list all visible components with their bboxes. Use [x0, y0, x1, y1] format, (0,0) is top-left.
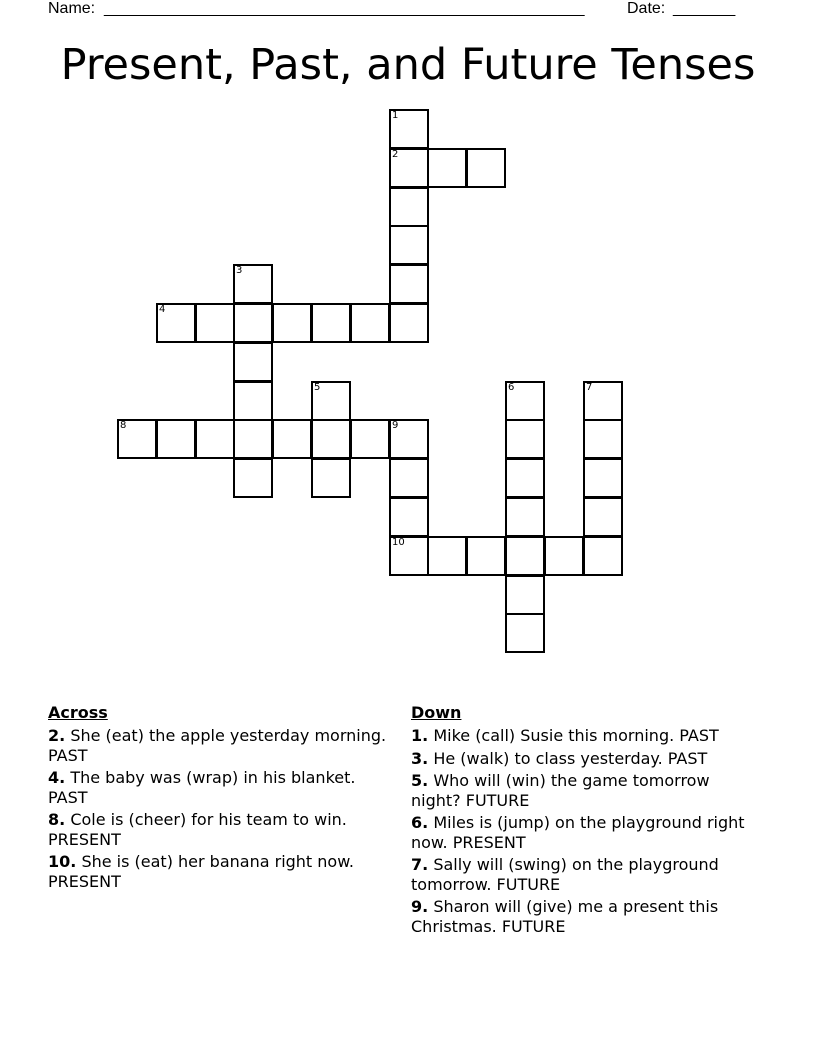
clue-across-8	[48, 810, 393, 849]
crossword-cell[interactable]	[389, 148, 429, 188]
cell-number: 10	[392, 537, 405, 548]
crossword-cell[interactable]	[583, 381, 623, 421]
crossword-cell[interactable]	[233, 303, 273, 343]
crossword-cell[interactable]	[311, 303, 351, 343]
crossword-cell[interactable]	[195, 303, 235, 343]
crossword-cell[interactable]	[350, 303, 390, 343]
clue-number: 4.	[48, 768, 66, 787]
clue-number: 6.	[411, 813, 429, 832]
crossword-cell[interactable]	[583, 497, 623, 537]
crossword-cell[interactable]	[233, 264, 273, 304]
clue-text: Who will (win) the game tomorrow night? FUTURE	[411, 771, 710, 810]
clue-across-10	[48, 852, 393, 891]
clue-text: Cole is (cheer) for his team to win. PRESENT	[48, 810, 347, 849]
name-label: Name:	[48, 0, 96, 17]
crossword-cell[interactable]	[350, 419, 390, 459]
crossword-cell[interactable]	[583, 458, 623, 498]
crossword-cell[interactable]	[389, 225, 429, 265]
clue-down-5	[411, 771, 756, 810]
crossword-cell[interactable]	[466, 536, 506, 576]
crossword-cell[interactable]	[233, 458, 273, 498]
clue-down-6	[411, 813, 756, 852]
clue-down-3	[411, 749, 756, 769]
date-field[interactable]: _______	[673, 0, 736, 17]
crossword-cell[interactable]	[389, 419, 429, 459]
crossword-cell[interactable]	[117, 419, 157, 459]
clue-text: The baby was (wrap) in his blanket. PAST	[48, 768, 356, 807]
down-clues	[411, 703, 756, 939]
crossword-cell[interactable]	[505, 497, 545, 537]
crossword-cell[interactable]	[427, 148, 467, 188]
clue-text: Sally will (swing) on the playground tomorrow. FUTURE	[411, 855, 719, 894]
clue-down-1	[411, 726, 756, 746]
cell-number: 7	[586, 382, 593, 393]
crossword-cell[interactable]	[505, 419, 545, 459]
cell-number: 1	[392, 110, 399, 121]
clue-number: 1.	[411, 726, 429, 745]
crossword-cell[interactable]	[505, 381, 545, 421]
clue-across-4	[48, 768, 393, 807]
crossword-cell[interactable]	[272, 303, 312, 343]
clue-number: 8.	[48, 810, 66, 829]
clue-number: 9.	[411, 897, 429, 916]
crossword-cell[interactable]	[156, 419, 196, 459]
crossword-cell[interactable]	[389, 109, 429, 149]
clue-number: 10.	[48, 852, 77, 871]
crossword-cell[interactable]	[389, 497, 429, 537]
clue-number: 3.	[411, 748, 429, 768]
clue-number: 7.	[411, 855, 429, 874]
crossword-cell[interactable]	[389, 264, 429, 304]
clue-text: Sharon will (give) me a present this Christmas. FUTURE	[411, 897, 719, 936]
page-title: Present, Past, and Future Tenses	[60, 40, 756, 90]
across-clues	[48, 703, 393, 894]
crossword-cell[interactable]	[389, 303, 429, 343]
crossword-cell[interactable]	[311, 458, 351, 498]
crossword-cell[interactable]	[427, 536, 467, 576]
clue-down-9	[411, 897, 756, 936]
cell-number: 6	[508, 382, 515, 393]
crossword-cell[interactable]	[311, 381, 351, 421]
clue-number: 5.	[411, 771, 429, 790]
clue-text: He (walk) to class yesterday. PAST	[433, 748, 708, 768]
date-label: Date:	[627, 0, 666, 17]
clue-number: 2.	[48, 726, 66, 745]
clue-text: She (eat) the apple yesterday morning. PAST	[48, 726, 387, 765]
cell-number: 8	[120, 420, 127, 431]
clue-text: Miles is (jump) on the playground right now. PRESENT	[411, 813, 745, 852]
across-heading: Across	[48, 703, 108, 722]
cell-number: 4	[159, 304, 166, 315]
crossword-cell[interactable]	[156, 303, 196, 343]
down-heading: Down	[411, 703, 462, 722]
crossword-cell[interactable]	[389, 536, 429, 576]
crossword-cell[interactable]	[311, 419, 351, 459]
crossword-cell[interactable]	[505, 613, 545, 653]
cell-number: 3	[236, 265, 243, 276]
crossword-cell[interactable]	[389, 458, 429, 498]
crossword-cell[interactable]	[389, 187, 429, 227]
crossword-cell[interactable]	[233, 381, 273, 421]
cell-number: 9	[392, 420, 399, 431]
cell-number: 5	[314, 382, 321, 393]
crossword-cell[interactable]	[505, 536, 545, 576]
crossword-cell[interactable]	[272, 419, 312, 459]
crossword-cell[interactable]	[583, 536, 623, 576]
clue-across-2	[48, 726, 393, 765]
clue-text: She is (eat) her banana right now. PRESENT	[48, 852, 354, 891]
crossword-cell[interactable]	[466, 148, 506, 188]
clue-text: Mike (call) Susie this morning. PAST	[433, 726, 719, 745]
crossword-cell[interactable]	[544, 536, 584, 576]
crossword-cell[interactable]	[505, 575, 545, 615]
crossword-cell[interactable]	[233, 419, 273, 459]
cell-number: 2	[392, 149, 399, 160]
crossword-cell[interactable]	[195, 419, 235, 459]
name-field[interactable]: ______________________________________________________	[104, 0, 585, 17]
crossword-cell[interactable]	[505, 458, 545, 498]
clue-down-7	[411, 855, 756, 894]
crossword-cell[interactable]	[233, 342, 273, 382]
crossword-cell[interactable]	[583, 419, 623, 459]
